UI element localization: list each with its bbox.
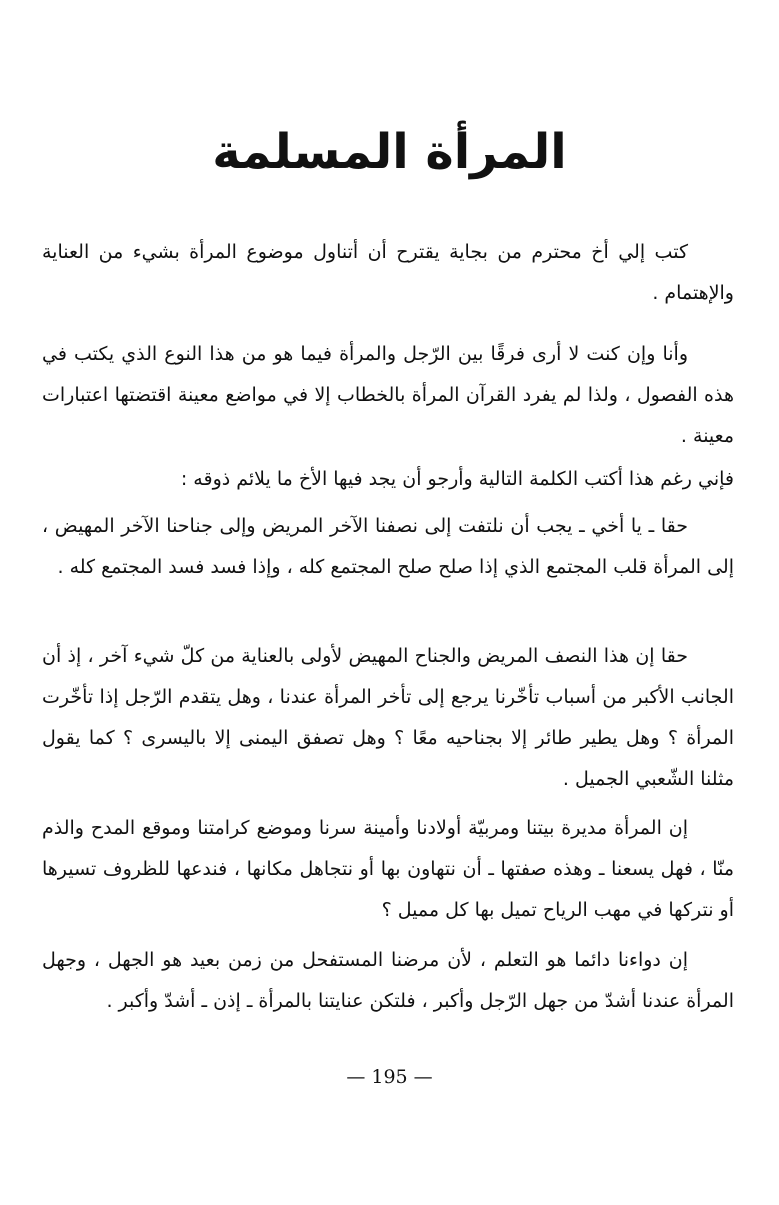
paragraph-7: إن دواءنا دائما هو التعلم ، لأن مرضنا المستفحل من زمن بعيد هو الجهل ، وجهل المرأة عندنا أشدّ من جهل الرّجل وأكبر ، فلتكن عنايتنا بالمرأة ـ إذن ـ أشدّ وأكبر . [42, 949, 734, 1012]
paragraph-5: حقا إن هذا النصف المريض والجناح المهيض لأولى بالعناية من كلّ شيء آخر ، إذ أن الجانب الأكبر من أسباب تأخّرنا يرجع إلى تأخر المرأة عندنا ، وهل يتقدم الرّجل إذا تأخّرت المرأة ؟ وهل يطير طائر إلا بجناحيه معًا ؟ وهل تصفق اليمنى إلا باليسرى ؟ كما يقول مثلنا الشّعبي الجميل . [42, 645, 734, 790]
paragraph-3: فإني رغم هذا أكتب الكلمة التالية وأرجو أن يجد فيها الأخ ما يلائم ذوقه : [180, 468, 734, 490]
paragraph-2: وأنا وإن كنت لا أرى فرقًا بين الرّجل والمرأة فيما هو من هذا النوع الذي يكتب في هذه الفصول ، ولذا لم يفرد القرآن المرأة بالخطاب إلا في مواضع معينة اقتضتها اعتبارات معينة . [42, 343, 734, 447]
page-number: — 195 — [346, 1066, 433, 1088]
paragraph-1: كتب إلي أخ محترم من بجاية يقترح أن أتناول موضوع المرأة بشيء من العناية والإهتمام . [42, 241, 734, 304]
page-title: المرأة المسلمة [212, 124, 567, 180]
paragraph-4: حقا ـ يا أخي ـ يجب أن نلتفت إلى نصفنا الآخر المريض وإلى جناحنا الآخر المهيض ، إلى المرأة قلب المجتمع الذي إذا صلح صلح المجتمع كله ، وإذا فسد فسد المجتمع كله . [42, 515, 734, 578]
paragraph-6: إن المرأة مديرة بيتنا ومربيّة أولادنا وأمينة سرنا وموضع كرامتنا وموقع المدح والذم منّا ، فهل يسعنا ـ وهذه صفتها ـ أن نتهاون بها أو نتجاهل مكانها ، فندعها للظروف تسيرها أو نتركها في مهب الرياح تميل بها كل مميل ؟ [42, 817, 734, 921]
